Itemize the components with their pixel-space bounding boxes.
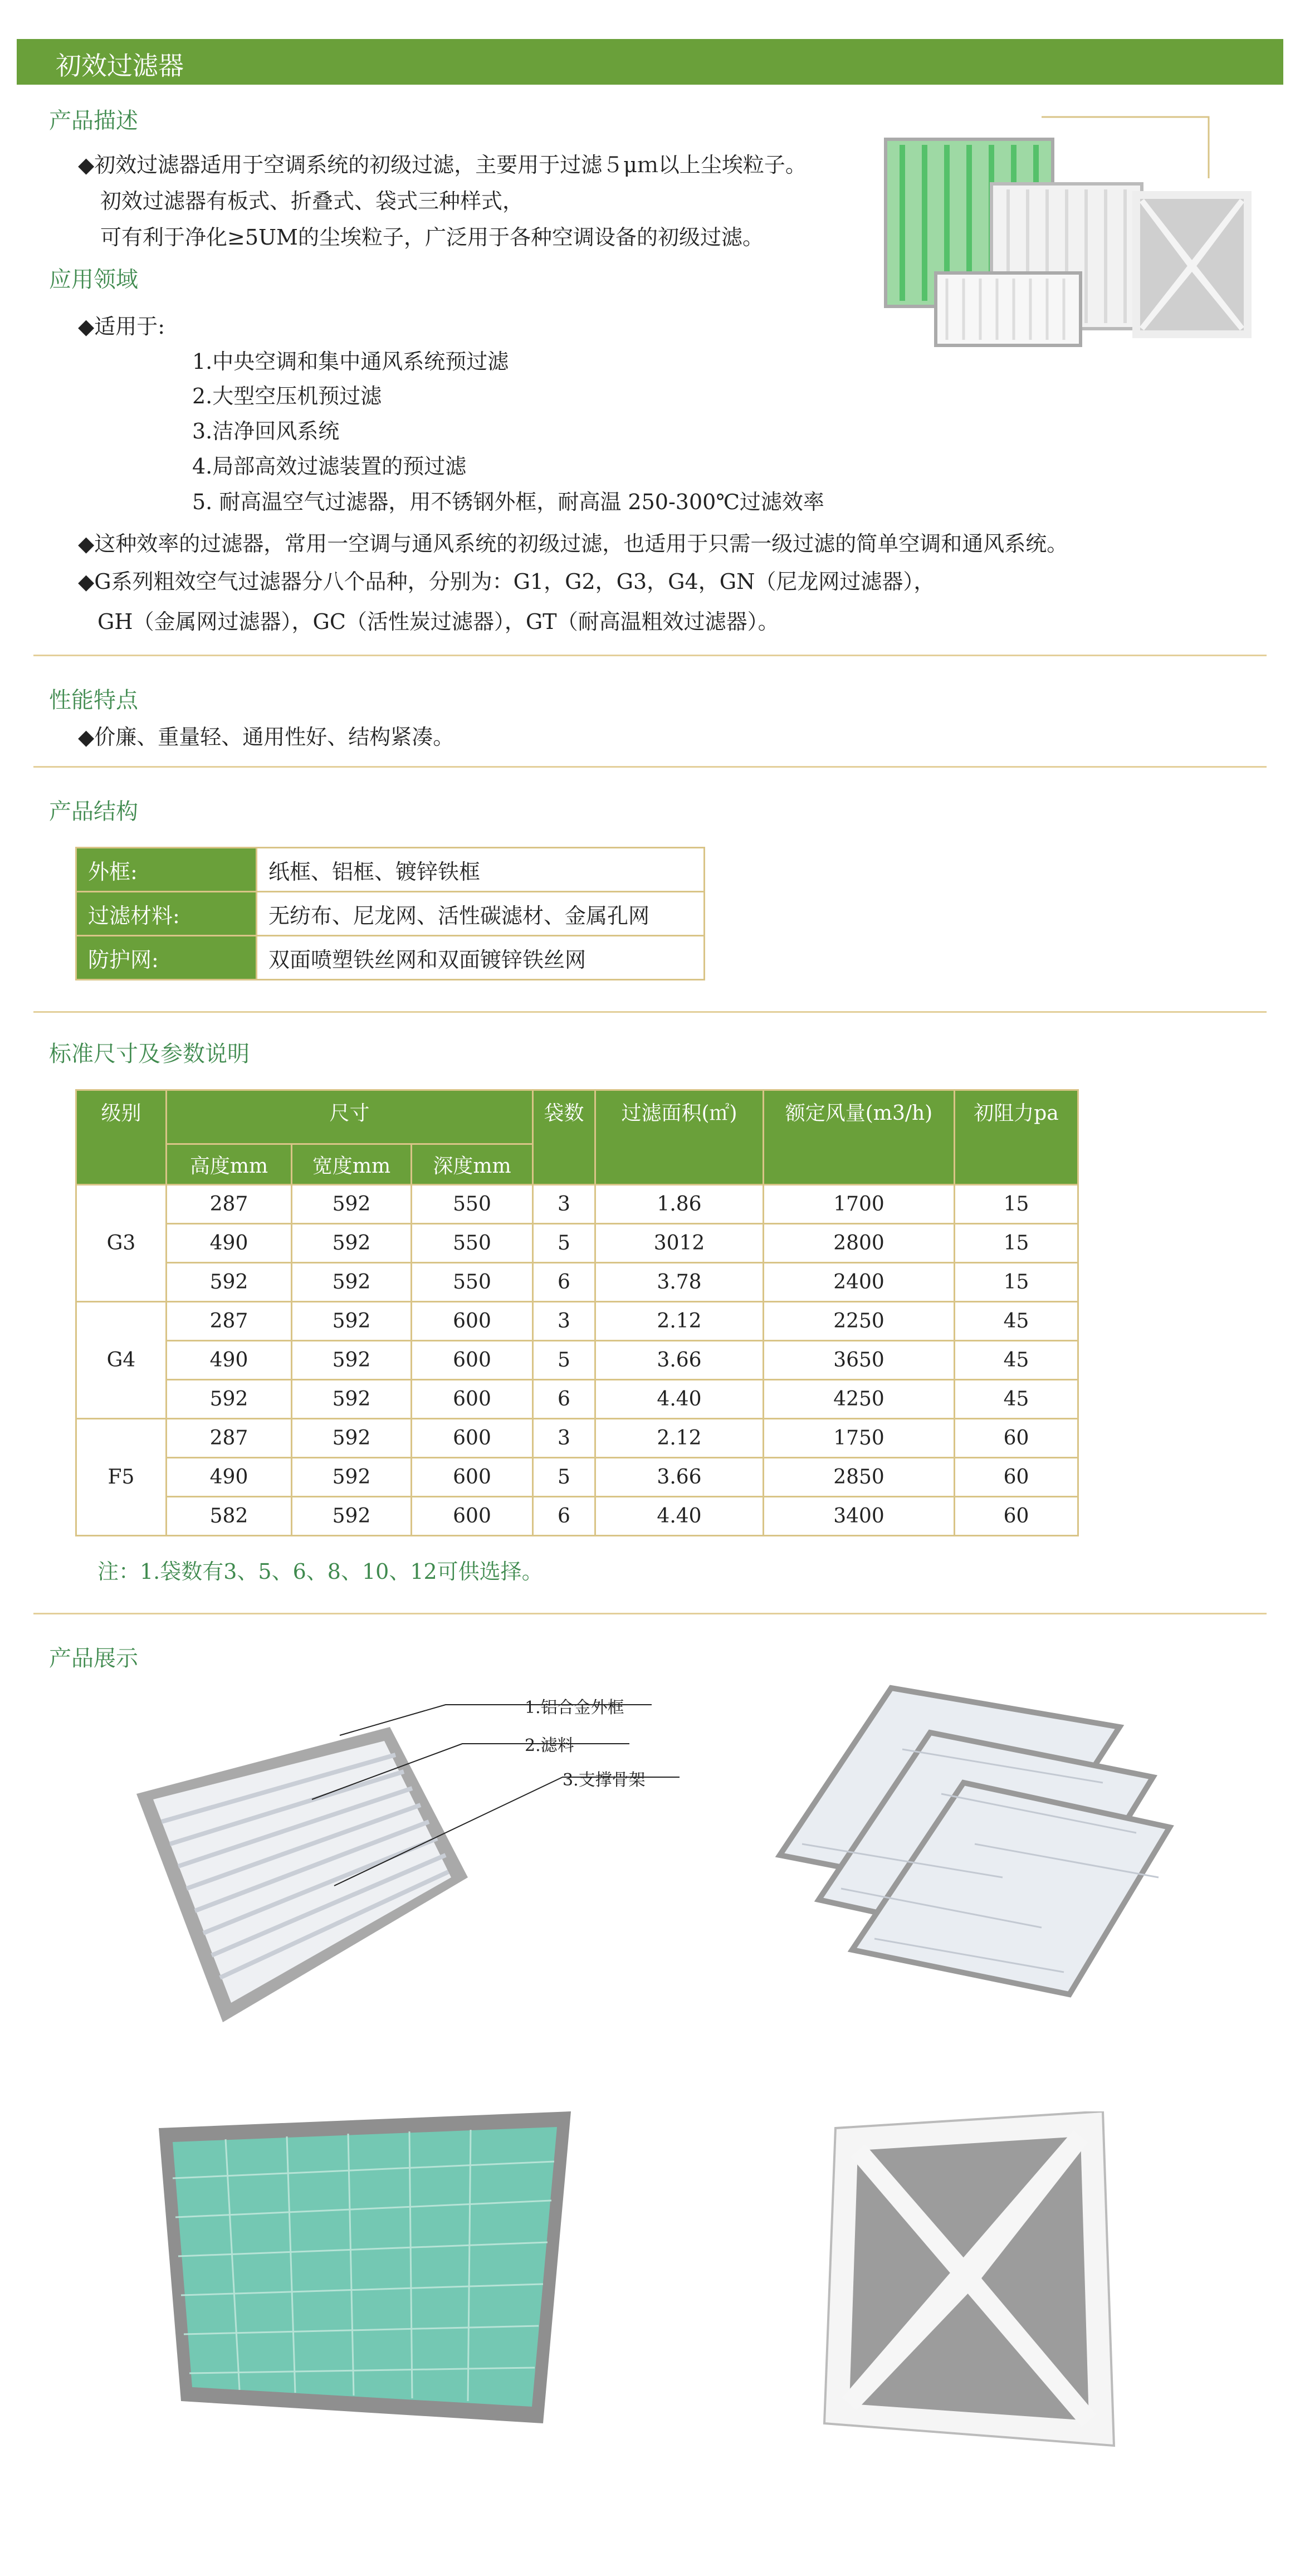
product-image-green-mesh-filter: [142, 2111, 588, 2434]
height-cell: 490: [167, 1458, 292, 1497]
table-row: [76, 1185, 1078, 1224]
bags-cell: 3: [533, 1419, 595, 1458]
resistance-cell: 15: [955, 1263, 1078, 1302]
height-cell: 287: [167, 1302, 292, 1341]
callout-media: 2.滤料: [525, 1736, 574, 1755]
area-cell: 1.86: [595, 1185, 764, 1224]
header-width: 宽度mm: [292, 1144, 412, 1185]
bags-cell: 5: [533, 1224, 595, 1263]
page-title: 初效过滤器: [56, 51, 184, 81]
resistance-cell: 45: [955, 1380, 1078, 1419]
grade-cell: G3: [76, 1185, 167, 1302]
airflow-cell: 4250: [764, 1380, 955, 1419]
spec-table-body: [76, 1185, 1078, 1536]
bags-cell: 6: [533, 1263, 595, 1302]
airflow-cell: 2250: [764, 1302, 955, 1341]
resistance-cell: 15: [955, 1224, 1078, 1263]
height-cell: 592: [167, 1380, 292, 1419]
divider: [33, 766, 1267, 768]
application-paragraph: ◆G系列粗效空气过滤器分八个品种，分别为：G1，G2，G3，G4，GN（尼龙网过滤器），: [78, 569, 935, 594]
table-row: [76, 1263, 1078, 1302]
structure-value: 无纺布、尼龙网、活性碳滤材、金属孔网: [257, 892, 705, 936]
header-depth: 深度mm: [412, 1144, 533, 1185]
application-item: 3.洁净回风系统: [192, 419, 340, 443]
table-row: [76, 1224, 1078, 1263]
table-row: [76, 1458, 1078, 1497]
airflow-cell: 1750: [764, 1419, 955, 1458]
area-cell: 3.66: [595, 1341, 764, 1380]
header-bar: [17, 39, 1283, 85]
resistance-cell: 60: [955, 1419, 1078, 1458]
area-cell: 4.40: [595, 1497, 764, 1536]
table-row: [76, 1497, 1078, 1536]
width-cell: 592: [292, 1185, 412, 1224]
section-title-showcase: 产品展示: [49, 1646, 138, 1671]
table-header-row: [76, 1090, 1078, 1144]
application-intro: ◆适用于:: [78, 314, 165, 339]
structure-value: 纸框、铝框、镀锌铁框: [257, 848, 705, 892]
airflow-cell: 3400: [764, 1497, 955, 1536]
structure-value: 双面喷塑铁丝网和双面镀锌铁丝网: [257, 936, 705, 980]
height-cell: 490: [167, 1224, 292, 1263]
section-title-features: 性能特点: [49, 687, 138, 713]
resistance-cell: 45: [955, 1341, 1078, 1380]
product-image-aluminium-filter: [128, 1694, 685, 2050]
callout-frame: 1.铝合金外框: [525, 1698, 624, 1718]
bags-cell: 3: [533, 1185, 595, 1224]
depth-cell: 600: [412, 1419, 533, 1458]
application-paragraph: ◆这种效率的过滤器，常用一空调与通风系统的初级过滤，也适用于只需一级过滤的简单空调和通风系统。: [78, 531, 1068, 556]
section-title-structure: 产品结构: [49, 799, 138, 824]
spec-note: 注：1.袋数有3、5、6、8、10、12可供选择。: [97, 1559, 543, 1584]
depth-cell: 550: [412, 1263, 533, 1302]
height-cell: 490: [167, 1341, 292, 1380]
height-cell: 592: [167, 1263, 292, 1302]
header-grade: 级别: [76, 1090, 167, 1185]
application-item: 2.大型空压机预过滤: [192, 384, 382, 408]
bags-cell: 5: [533, 1458, 595, 1497]
header-height: 高度mm: [167, 1144, 292, 1185]
area-cell: 3.66: [595, 1458, 764, 1497]
table-row: [76, 1302, 1078, 1341]
header-resistance: 初阻力pa: [955, 1090, 1078, 1185]
structure-table: [75, 847, 705, 980]
bags-cell: 6: [533, 1380, 595, 1419]
divider: [33, 655, 1267, 656]
description-line: ◆初效过滤器适用于空调系统的初级过滤，主要用于过滤５μｍ以上尘埃粒子。: [78, 153, 807, 177]
area-cell: 3012: [595, 1224, 764, 1263]
header-airflow: 额定风量(m3/h): [764, 1090, 955, 1185]
depth-cell: 550: [412, 1185, 533, 1224]
width-cell: 592: [292, 1419, 412, 1458]
application-item: 4.局部高效过滤装置的预过滤: [192, 454, 467, 479]
resistance-cell: 45: [955, 1302, 1078, 1341]
depth-cell: 600: [412, 1458, 533, 1497]
area-cell: 2.12: [595, 1302, 764, 1341]
callout-support: 3.支撑骨架: [563, 1770, 646, 1790]
airflow-cell: 1700: [764, 1185, 955, 1224]
section-title-application: 应用领域: [49, 267, 138, 292]
header-bags: 袋数: [533, 1090, 595, 1185]
airflow-cell: 2850: [764, 1458, 955, 1497]
section-title-description: 产品描述: [49, 108, 138, 134]
application-paragraph: GH（金属网过滤器），GC（活性炭过滤器），GT（耐高温粗效过滤器）。: [97, 609, 779, 634]
features-text: ◆价廉、重量轻、通用性好、结构紧凑。: [78, 725, 454, 749]
airflow-cell: 2400: [764, 1263, 955, 1302]
grade-cell: F5: [76, 1419, 167, 1536]
table-row: [76, 892, 705, 936]
depth-cell: 600: [412, 1341, 533, 1380]
structure-key: 外框:: [76, 848, 257, 892]
description-line: 初效过滤器有板式、折叠式、袋式三种样式，: [100, 189, 524, 213]
bags-cell: 3: [533, 1302, 595, 1341]
airflow-cell: 3650: [764, 1341, 955, 1380]
height-cell: 287: [167, 1419, 292, 1458]
product-image-paper-frame-filter: [813, 2111, 1125, 2468]
description-line: 可有利于净化≥5UM的尘埃粒子，广泛用于各种空调设备的初级过滤。: [100, 225, 764, 250]
height-cell: 287: [167, 1185, 292, 1224]
grade-cell: G4: [76, 1302, 167, 1419]
application-item: 5. 耐高温空气过滤器，用不锈钢外框，耐高温 250-300℃过滤效率: [192, 490, 824, 514]
width-cell: 592: [292, 1341, 412, 1380]
area-cell: 2.12: [595, 1419, 764, 1458]
width-cell: 592: [292, 1497, 412, 1536]
width-cell: 592: [292, 1224, 412, 1263]
bags-cell: 6: [533, 1497, 595, 1536]
width-cell: 592: [292, 1263, 412, 1302]
resistance-cell: 60: [955, 1458, 1078, 1497]
area-cell: 4.40: [595, 1380, 764, 1419]
bags-cell: 5: [533, 1341, 595, 1380]
depth-cell: 600: [412, 1302, 533, 1341]
table-row: [76, 1380, 1078, 1419]
spec-table: [75, 1089, 1079, 1536]
divider: [33, 1011, 1267, 1013]
width-cell: 592: [292, 1458, 412, 1497]
header-area: 过滤面积(㎡): [595, 1090, 764, 1185]
table-row: [76, 1341, 1078, 1380]
width-cell: 592: [292, 1380, 412, 1419]
area-cell: 3.78: [595, 1263, 764, 1302]
structure-key: 防护网:: [76, 936, 257, 980]
resistance-cell: 15: [955, 1185, 1078, 1224]
resistance-cell: 60: [955, 1497, 1078, 1536]
table-row: [76, 1419, 1078, 1458]
depth-cell: 600: [412, 1380, 533, 1419]
table-row: [76, 936, 705, 980]
structure-key: 过滤材料:: [76, 892, 257, 936]
header-size: 尺寸: [167, 1090, 533, 1144]
depth-cell: 550: [412, 1224, 533, 1263]
section-title-spec: 标准尺寸及参数说明: [49, 1041, 250, 1067]
height-cell: 582: [167, 1497, 292, 1536]
product-image-filter-stack: [874, 111, 1264, 357]
application-item: 1.中央空调和集中通风系统预过滤: [192, 349, 509, 374]
depth-cell: 600: [412, 1497, 533, 1536]
airflow-cell: 2800: [764, 1224, 955, 1263]
product-image-panel-filters: [769, 1666, 1192, 2011]
width-cell: 592: [292, 1302, 412, 1341]
divider: [33, 1613, 1267, 1614]
table-row: [76, 848, 705, 892]
